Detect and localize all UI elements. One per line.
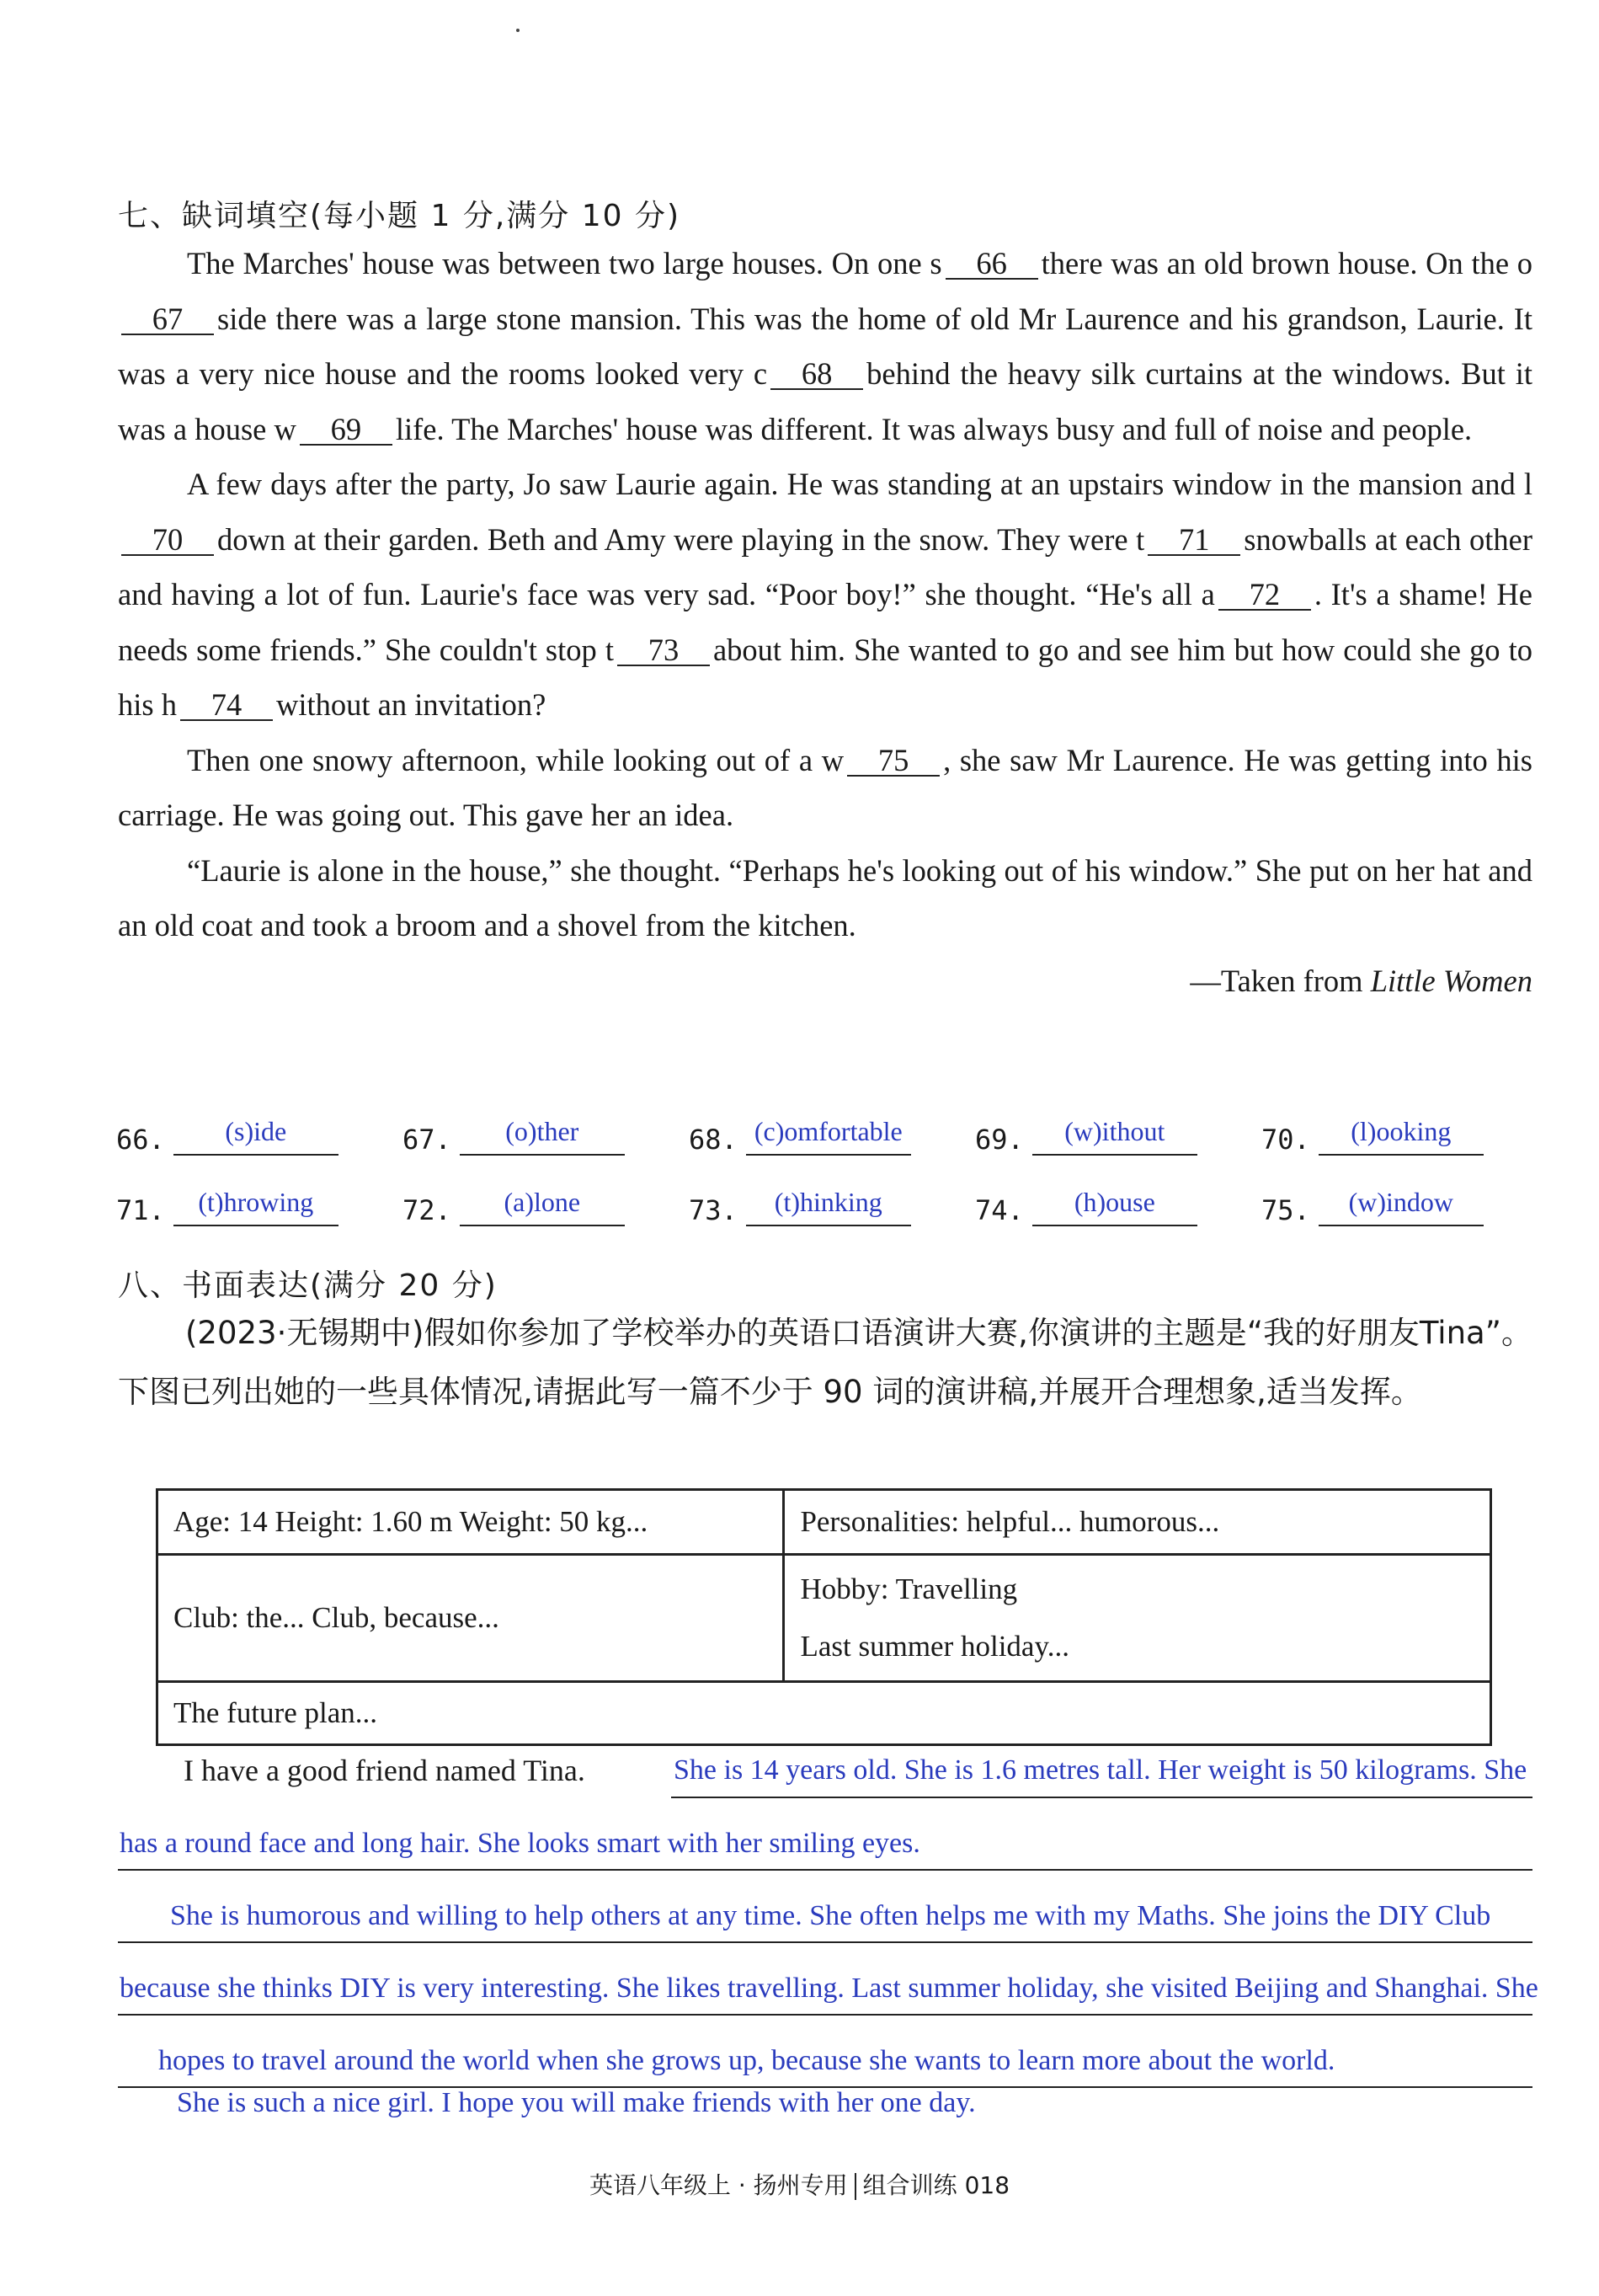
table-personalities: Personalities: helpful... humorous... [784, 1490, 1491, 1555]
section-8-heading: 八、书面表达(满分 20 分) [118, 1268, 498, 1303]
essay-line-3[interactable]: She is humorous and willing to help others at any time. She often helps me with my Maths. She joins the DIY Club [170, 1900, 1491, 1931]
blank-68: 68 [770, 360, 863, 390]
essay-rule-2 [118, 1869, 1532, 1871]
answer-73-field[interactable]: (t)hinking [746, 1187, 911, 1226]
footer-divider [855, 2173, 856, 2200]
answer-71: 71. (t)hrowing [116, 1181, 402, 1226]
footer-page-label: 组合训练 018 [862, 2171, 1010, 2199]
answer-grid [116, 1110, 1548, 1226]
table-club: Club: the... Club, because... [157, 1555, 784, 1682]
blank-69: 69 [300, 415, 392, 446]
blank-72: 72 [1218, 580, 1311, 611]
answer-69: 69. (w)ithout [975, 1110, 1261, 1156]
essay-rule-3 [118, 1941, 1532, 1943]
source-title: Little Women [1370, 963, 1532, 998]
blank-66: 66 [946, 249, 1038, 280]
passage-paragraph-4: “Laurie is alone in the house,” she thought. “Perhaps he's looking out of his window.” She put on her hat and an old coat and took a broom and a shovel from the kitchen. [118, 852, 1532, 942]
essay-rule-1 [671, 1797, 1532, 1798]
answer-72: 72. (a)lone [402, 1181, 689, 1226]
answer-69-field[interactable]: (w)ithout [1032, 1116, 1197, 1156]
section-7-heading: 七、缺词填空(每小题 1 分,满分 10 分) [118, 199, 681, 233]
table-hobby-cell [784, 1555, 1491, 1682]
answer-74-field[interactable]: (h)ouse [1032, 1187, 1197, 1226]
answer-75-field[interactable]: (w)indow [1319, 1187, 1484, 1226]
essay-line-1[interactable]: She is 14 years old. She is 1.6 metres tall. Her weight is 50 kilograms. She [674, 1754, 1527, 1786]
essay-line-6[interactable]: She is such a nice girl. I hope you will make friends with her one day. [177, 2087, 976, 2118]
writing-prompt: (2023·无锡期中)假如你参加了学校举办的英语口语演讲大赛,你演讲的主题是“我的好朋友Tina”。下图已列出她的一些具体情况,请据此写一篇不少于 90 词的演讲稿,并展开合理想象,适当发挥。 [118, 1315, 1532, 1410]
answer-66-field[interactable]: (s)ide [173, 1116, 338, 1156]
answer-67-field[interactable]: (o)ther [460, 1116, 625, 1156]
scan-speck [516, 29, 520, 32]
passage-source: —Taken from Little Women [1190, 963, 1532, 998]
essay-lead: I have a good friend named Tina. [184, 1754, 585, 1787]
page-footer [0, 2167, 1599, 2201]
table-hobby: Hobby: Travelling [800, 1572, 1018, 1605]
answer-71-field[interactable]: (t)hrowing [173, 1187, 338, 1226]
answer-70: 70. (l)ooking [1261, 1110, 1548, 1156]
essay-line-4[interactable]: because she thinks DIY is very interesting. She likes travelling. Last summer holiday, she visited Beijing and Shanghai. She [120, 1973, 1538, 2004]
essay-line-2[interactable]: has a round face and long hair. She looks smart with her smiling eyes. [120, 1828, 920, 1859]
answer-74: 74. (h)ouse [975, 1181, 1261, 1226]
table-future-plan: The future plan... [157, 1682, 1491, 1745]
blank-73: 73 [617, 636, 710, 666]
passage-paragraph-2: A few days after the party, Jo saw Laurie again. He was standing at an upstairs window in the mansion and l70 down at their garden. Beth and Amy were playing in the snow. They were t 71 snowballs at each other and having a lot of fun. Laurie's face was very sad. “Poor boy!” she thought. “He's all a 72 . It's a shame! He needs some friends.” She couldn't stop t 73 about him. She wanted to go and see him but how could she go to his h 74 without an invitation? [118, 467, 1532, 722]
passage-paragraph-3: Then one snowy afternoon, while looking out of a w 75 , she saw Mr Laurence. He was getting into his carriage. He was going out. This gave her an idea. [118, 742, 1533, 832]
blank-67: 67 [121, 305, 214, 335]
blank-74: 74 [180, 691, 273, 721]
answer-66: 66. (s)ide [116, 1110, 402, 1156]
essay-rule-4 [118, 2014, 1532, 2016]
essay-line-5[interactable]: hopes to travel around the world when she grows up, because she wants to learn more about the world. [158, 2045, 1335, 2076]
answer-70-field[interactable]: (l)ooking [1319, 1116, 1484, 1156]
answer-67: 67. (o)ther [402, 1110, 689, 1156]
table-holiday: Last summer holiday... [800, 1630, 1069, 1663]
info-table [156, 1488, 1492, 1746]
footer-book-title: 英语八年级上 · 扬州专用 [589, 2171, 848, 2199]
answer-68: 68. (c)omfortable [689, 1110, 975, 1156]
cloze-passage [118, 236, 1532, 1008]
answer-73: 73. (t)hinking [689, 1181, 975, 1226]
answer-68-field[interactable]: (c)omfortable [746, 1116, 911, 1156]
answer-72-field[interactable]: (a)lone [460, 1187, 625, 1226]
passage-paragraph-1: The Marches' house was between two large houses. On one s 66 there was an old brown house. On the o67 side there was a large stone mansion. This was the home of old Mr Laurence and his grandson, Laurie. It was a very nice house and the rooms looked very c 68 behind the heavy silk curtains at the windows. But it was a house w 69 life. The Marches' house was different. It was always busy and full of noise and people. [118, 246, 1532, 446]
blank-70: 70 [121, 526, 214, 556]
table-basic-info: Age: 14 Height: 1.60 m Weight: 50 kg... [157, 1490, 784, 1555]
blank-75: 75 [847, 746, 940, 777]
answer-75: 75. (w)indow [1261, 1181, 1548, 1226]
blank-71: 71 [1148, 526, 1240, 556]
